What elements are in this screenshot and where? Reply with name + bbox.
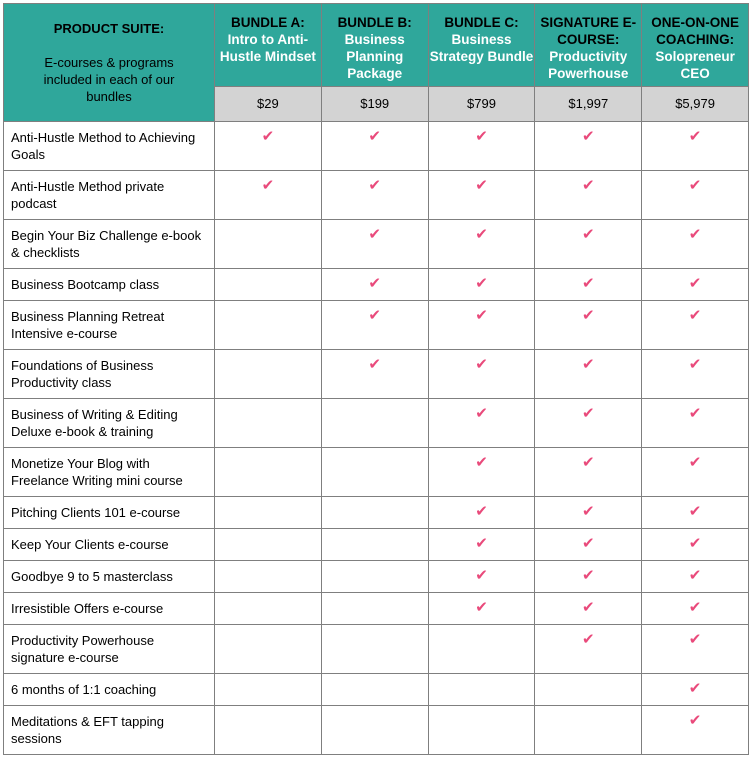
bundle-header-signature <box>535 4 642 87</box>
bundle-name: Productivity Powerhouse <box>548 49 629 81</box>
feature-label: Monetize Your Blog with Freelance Writing mini course <box>4 448 215 497</box>
bundle-cell <box>321 350 428 399</box>
checkmark-icon: ✔ <box>475 502 488 520</box>
bundle-cell <box>215 122 322 171</box>
table-row <box>4 497 749 529</box>
checkmark-icon: ✔ <box>475 566 488 584</box>
feature-label: Begin Your Biz Challenge e-book & checklists <box>4 220 215 269</box>
feature-label: Anti-Hustle Method to Achieving Goals <box>4 122 215 171</box>
bundle-name: Business Strategy Bundle <box>429 32 534 64</box>
checkmark-icon: ✔ <box>688 404 702 422</box>
bundle-cell <box>428 301 535 350</box>
bundle-cell <box>215 593 322 625</box>
bundle-cell <box>321 593 428 625</box>
bundle-cell <box>642 593 749 625</box>
checkmark-icon: ✔ <box>582 127 595 145</box>
bundle-cell <box>321 706 428 755</box>
checkmark-icon: ✔ <box>475 176 488 194</box>
checkmark-icon: ✔ <box>582 453 595 471</box>
bundle-cell <box>642 674 749 706</box>
bundle-code: BUNDLE B: <box>337 15 412 30</box>
bundle-cell <box>428 171 535 220</box>
bundle-cell <box>535 561 642 593</box>
bundle-cell <box>535 301 642 350</box>
bundle-cell <box>642 448 749 497</box>
bundle-cell <box>428 122 535 171</box>
bundle-price-signature: $1,997 <box>535 86 642 121</box>
checkmark-icon: ✔ <box>475 127 488 145</box>
checkmark-icon: ✔ <box>688 534 702 552</box>
bundle-name: Intro to Anti-Hustle Mindset <box>219 32 316 64</box>
checkmark-icon: ✔ <box>475 355 488 373</box>
table-row <box>4 448 749 497</box>
checkmark-icon: ✔ <box>368 355 381 373</box>
suite-title: PRODUCT SUITE: <box>53 21 165 36</box>
checkmark-icon: ✔ <box>582 225 595 243</box>
table-row <box>4 399 749 448</box>
checkmark-icon: ✔ <box>688 598 702 616</box>
feature-label: Pitching Clients 101 e-course <box>4 497 215 529</box>
bundle-cell <box>321 301 428 350</box>
bundle-cell <box>321 561 428 593</box>
bundle-cell <box>215 301 322 350</box>
bundle-header-b <box>321 4 428 87</box>
checkmark-icon: ✔ <box>582 534 595 552</box>
bundle-cell <box>642 301 749 350</box>
checkmark-icon: ✔ <box>475 306 488 324</box>
checkmark-icon: ✔ <box>368 306 381 324</box>
feature-label: Irresistible Offers e-course <box>4 593 215 625</box>
checkmark-icon: ✔ <box>368 127 381 145</box>
table-row <box>4 529 749 561</box>
checkmark-icon: ✔ <box>475 534 488 552</box>
checkmark-icon: ✔ <box>688 274 702 292</box>
bundle-header-a <box>215 4 322 87</box>
bundle-cell <box>321 497 428 529</box>
bundle-cell <box>215 448 322 497</box>
checkmark-icon: ✔ <box>688 306 702 324</box>
feature-label: Foundations of Business Productivity class <box>4 350 215 399</box>
bundle-cell <box>215 220 322 269</box>
bundle-price-a: $29 <box>215 86 322 121</box>
bundle-cell <box>642 399 749 448</box>
checkmark-icon: ✔ <box>368 176 381 194</box>
bundle-cell <box>321 269 428 301</box>
product-suite-table <box>3 3 749 755</box>
bundle-cell <box>321 122 428 171</box>
checkmark-icon: ✔ <box>688 453 702 471</box>
checkmark-icon: ✔ <box>475 404 488 422</box>
bundle-cell <box>535 269 642 301</box>
feature-label: 6 months of 1:1 coaching <box>4 674 215 706</box>
checkmark-icon: ✔ <box>688 566 702 584</box>
bundle-name: Solopreneur CEO <box>655 49 735 81</box>
bundle-cell <box>215 625 322 674</box>
bundle-cell <box>321 448 428 497</box>
table-row <box>4 625 749 674</box>
bundle-cell <box>321 399 428 448</box>
bundle-cell <box>642 350 749 399</box>
checkmark-icon: ✔ <box>688 355 702 373</box>
suite-subtitle: E-courses & programs included in each of our bundles <box>43 55 175 104</box>
bundle-cell <box>642 497 749 529</box>
bundle-price-b: $199 <box>321 86 428 121</box>
bundle-cell <box>535 497 642 529</box>
bundle-cell <box>215 269 322 301</box>
table-row <box>4 220 749 269</box>
table-row <box>4 706 749 755</box>
bundle-cell <box>215 529 322 561</box>
bundle-cell <box>642 706 749 755</box>
checkmark-icon: ✔ <box>688 176 702 194</box>
bundle-cell <box>428 593 535 625</box>
bundle-name: Business Planning Package <box>344 32 405 81</box>
checkmark-icon: ✔ <box>688 502 702 520</box>
bundle-cell <box>642 171 749 220</box>
checkmark-icon: ✔ <box>368 274 381 292</box>
bundle-cell <box>321 529 428 561</box>
checkmark-icon: ✔ <box>688 630 702 648</box>
bundle-cell <box>321 171 428 220</box>
bundle-cell <box>535 399 642 448</box>
bundle-cell <box>428 448 535 497</box>
bundle-cell <box>642 220 749 269</box>
feature-label: Business Planning Retreat Intensive e-course <box>4 301 215 350</box>
checkmark-icon: ✔ <box>475 274 488 292</box>
checkmark-icon: ✔ <box>261 176 275 194</box>
bundle-price-coaching: $5,979 <box>642 86 749 121</box>
checkmark-icon: ✔ <box>475 453 488 471</box>
bundle-code: BUNDLE C: <box>444 15 519 30</box>
table-row <box>4 561 749 593</box>
bundle-cell <box>215 674 322 706</box>
bundle-cell <box>215 706 322 755</box>
feature-label: Keep Your Clients e-course <box>4 529 215 561</box>
checkmark-icon: ✔ <box>582 355 595 373</box>
bundle-cell <box>428 399 535 448</box>
bundle-cell <box>535 529 642 561</box>
feature-label: Business of Writing & Editing Deluxe e-book & training <box>4 399 215 448</box>
bundle-cell <box>535 625 642 674</box>
feature-rows <box>4 122 749 755</box>
bundle-cell <box>535 674 642 706</box>
table-row <box>4 171 749 220</box>
bundle-cell <box>535 593 642 625</box>
bundle-cell <box>215 561 322 593</box>
bundle-cell <box>535 220 642 269</box>
checkmark-icon: ✔ <box>582 598 595 616</box>
bundle-cell <box>535 350 642 399</box>
bundle-cell <box>642 529 749 561</box>
checkmark-icon: ✔ <box>582 274 595 292</box>
bundle-cell <box>642 625 749 674</box>
checkmark-icon: ✔ <box>261 127 275 145</box>
feature-label: Business Bootcamp class <box>4 269 215 301</box>
bundle-code: ONE-ON-ONE COACHING: <box>651 15 739 47</box>
bundle-cell <box>215 497 322 529</box>
table-row <box>4 350 749 399</box>
checkmark-icon: ✔ <box>368 225 381 243</box>
bundle-cell <box>321 625 428 674</box>
bundle-cell <box>428 625 535 674</box>
checkmark-icon: ✔ <box>688 225 702 243</box>
checkmark-icon: ✔ <box>582 566 595 584</box>
checkmark-icon: ✔ <box>582 404 595 422</box>
bundle-cell <box>428 220 535 269</box>
bundle-cell <box>428 350 535 399</box>
checkmark-icon: ✔ <box>582 176 595 194</box>
checkmark-icon: ✔ <box>475 598 488 616</box>
bundle-header-coaching <box>642 4 749 87</box>
bundle-cell <box>215 171 322 220</box>
product-suite-header <box>4 4 215 122</box>
bundle-cell <box>428 269 535 301</box>
table-row <box>4 301 749 350</box>
bundle-cell <box>428 706 535 755</box>
bundle-cell <box>428 497 535 529</box>
checkmark-icon: ✔ <box>475 225 488 243</box>
checkmark-icon: ✔ <box>688 127 702 145</box>
feature-label: Meditations & EFT tapping sessions <box>4 706 215 755</box>
checkmark-icon: ✔ <box>688 711 702 729</box>
bundle-cell <box>321 674 428 706</box>
bundle-cell <box>642 269 749 301</box>
bundle-cell <box>535 171 642 220</box>
bundle-header-c <box>428 4 535 87</box>
bundle-cell <box>321 220 428 269</box>
bundle-code: SIGNATURE E-COURSE: <box>540 15 637 47</box>
bundle-price-c: $799 <box>428 86 535 121</box>
bundle-cell <box>215 350 322 399</box>
bundle-cell <box>428 674 535 706</box>
feature-label: Anti-Hustle Method private podcast <box>4 171 215 220</box>
bundle-cell <box>215 399 322 448</box>
bundle-code: BUNDLE A: <box>231 15 305 30</box>
checkmark-icon: ✔ <box>582 502 595 520</box>
bundle-cell <box>428 561 535 593</box>
table-row <box>4 122 749 171</box>
bundle-cell <box>535 706 642 755</box>
table-row <box>4 593 749 625</box>
checkmark-icon: ✔ <box>582 630 595 648</box>
bundle-cell <box>642 122 749 171</box>
checkmark-icon: ✔ <box>688 679 702 697</box>
checkmark-icon: ✔ <box>582 306 595 324</box>
table-row <box>4 674 749 706</box>
table-row <box>4 269 749 301</box>
bundle-cell <box>428 529 535 561</box>
feature-label: Productivity Powerhouse signature e-course <box>4 625 215 674</box>
bundle-cell <box>535 122 642 171</box>
bundle-cell <box>642 561 749 593</box>
bundle-cell <box>535 448 642 497</box>
feature-label: Goodbye 9 to 5 masterclass <box>4 561 215 593</box>
